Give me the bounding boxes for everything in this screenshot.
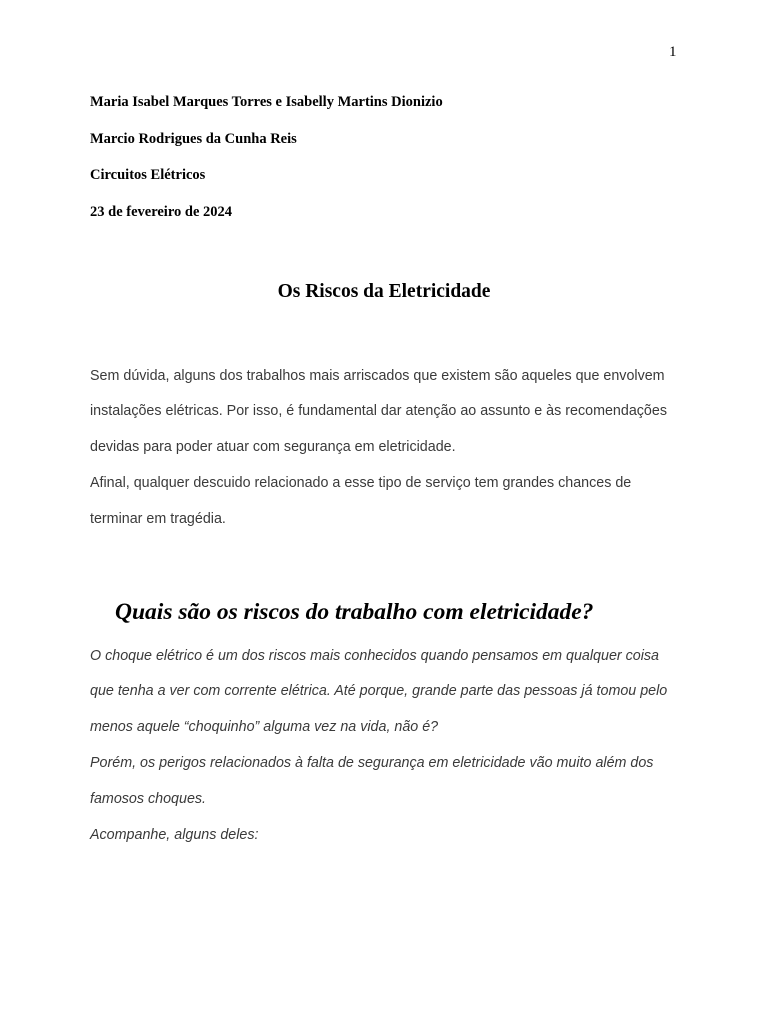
- section-line: Acompanhe, alguns deles:: [90, 827, 259, 843]
- intro-line: devidas para poder atuar com segurança em eletricidade.: [90, 439, 456, 455]
- section-line: famosos choques.: [90, 791, 207, 807]
- authors-line: Maria Isabel Marques Torres e Isabelly Martins Dionizio: [90, 94, 443, 110]
- teacher-line: Marcio Rodrigues da Cunha Reis: [90, 131, 297, 147]
- page-number: 1: [669, 44, 677, 60]
- section-line: menos aquele “choquinho” alguma vez na vida, não é?: [90, 719, 439, 735]
- section-line: que tenha a ver com corrente elétrica. Até porque, grande parte das pessoas já tomou pelo: [90, 683, 668, 699]
- intro-line: instalações elétricas. Por isso, é fundamental dar atenção ao assunto e às recomendações: [90, 403, 667, 419]
- intro-line: Sem dúvida, alguns dos trabalhos mais arriscados que existem são aqueles que envolvem: [90, 368, 665, 384]
- document-title: Os Riscos da Eletricidade: [277, 281, 491, 302]
- intro-line: terminar em tragédia.: [90, 511, 226, 527]
- section-line: Porém, os perigos relacionados à falta de segurança em eletricidade vão muito além dos: [90, 755, 654, 771]
- intro-line: Afinal, qualquer descuido relacionado a esse tipo de serviço tem grandes chances de: [90, 475, 632, 491]
- section-heading: Quais são os riscos do trabalho com eletricidade?: [115, 599, 594, 625]
- course-line: Circuitos Elétricos: [90, 167, 206, 183]
- date-line: 23 de fevereiro de 2024: [90, 204, 233, 220]
- section-line: O choque elétrico é um dos riscos mais conhecidos quando pensamos em qualquer coisa: [90, 648, 660, 664]
